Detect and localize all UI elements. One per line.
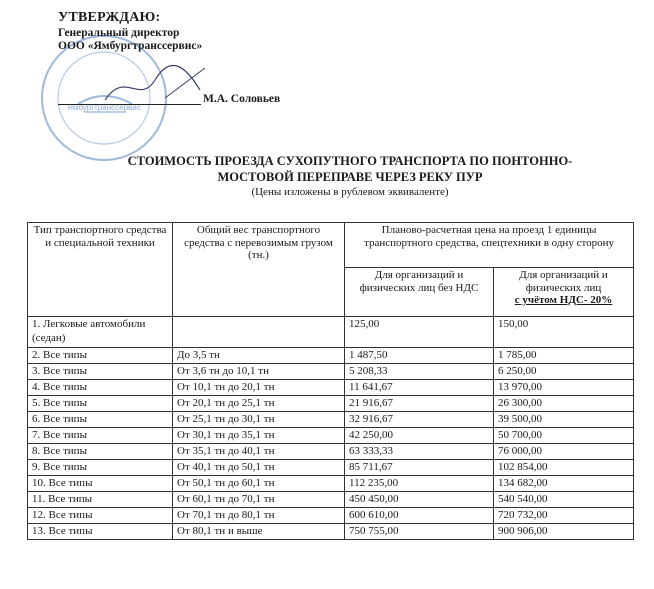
table-row [28, 317, 634, 348]
approval-position: Генеральный директор [58, 26, 180, 39]
cell-price-with-vat: 39 500,00 [494, 412, 634, 428]
cell-vehicle-type: 4. Все типы [28, 380, 173, 396]
title-line-2: МОСТОВОЙ ПЕРЕПРАВЕ ЧЕРЕЗ РЕКУ ПУР [217, 169, 483, 184]
cell-price-no-vat: 21 916,67 [345, 396, 494, 412]
cell-price-no-vat: 450 450,00 [345, 492, 494, 508]
cell-price-with-vat: 50 700,00 [494, 428, 634, 444]
stamp-text: Ямбургтранссервис [67, 103, 141, 112]
cell-price-no-vat: 5 208,33 [345, 364, 494, 380]
cell-vehicle-type: 12. Все типы [28, 508, 173, 524]
table-row [28, 524, 634, 540]
cell-vehicle-type: 6. Все типы [28, 412, 173, 428]
table-row [28, 348, 634, 364]
cell-price-with-vat: 1 785,00 [494, 348, 634, 364]
table-row [28, 364, 634, 380]
cell-weight: От 10,1 тн до 20,1 тн [173, 380, 345, 396]
title-line-1: СТОИМОСТЬ ПРОЕЗДА СУХОПУТНОГО ТРАНСПОРТА ПО ПОНТОННО- [127, 154, 573, 168]
cell-weight: От 50,1 тн до 60,1 тн [173, 476, 345, 492]
cell-vehicle-type: 1. Легковые автомобили (седан) [28, 317, 173, 348]
header-price-group: Планово-расчетная цена на проезд 1 единицы транспортного средства, спецтехники в одну сторону [345, 223, 634, 268]
cell-weight: От 25,1 тн до 30,1 тн [173, 412, 345, 428]
header-vat-prefix: Для организаций и физических лиц [519, 269, 608, 294]
cell-vehicle-type: 9. Все типы [28, 460, 173, 476]
table-row [28, 508, 634, 524]
header-price-no-vat: Для организаций и физических лиц без НДС [345, 268, 494, 317]
header-vehicle-type: Тип транспортного средства и специальной техники [28, 223, 173, 317]
cell-weight: До 3,5 тн [173, 348, 345, 364]
signature-line [58, 93, 280, 105]
approval-company: ООО «Ямбургтрансcервис» [58, 40, 203, 53]
cell-weight: От 30,1 тн до 35,1 тн [173, 428, 345, 444]
table-row [28, 476, 634, 492]
cell-price-no-vat: 63 333,33 [345, 444, 494, 460]
table-row [28, 492, 634, 508]
cell-vehicle-type: 7. Все типы [28, 428, 173, 444]
table-row [28, 444, 634, 460]
cell-vehicle-type: 3. Все типы [28, 364, 173, 380]
cell-price-no-vat: 1 487,50 [345, 348, 494, 364]
cell-price-no-vat: 32 916,67 [345, 412, 494, 428]
cell-price-no-vat: 11 641,67 [345, 380, 494, 396]
cell-vehicle-type: 8. Все типы [28, 444, 173, 460]
approval-block [58, 10, 202, 54]
cell-price-with-vat: 720 732,00 [494, 508, 634, 524]
header-vat-emphasis: с учётом НДС- 20% [514, 294, 613, 307]
cell-price-with-vat: 134 682,00 [494, 476, 634, 492]
cell-price-no-vat: 85 711,67 [345, 460, 494, 476]
header-total-weight: Общий вес транспортного средства с перевозимым грузом (тн.) [173, 223, 345, 317]
document-subtitle: (Цены изложены в рублевом эквиваленте) [251, 186, 449, 198]
cell-price-no-vat: 600 610,00 [345, 508, 494, 524]
approval-heading: УТВЕРЖДАЮ: [58, 10, 161, 25]
cell-price-no-vat: 42 250,00 [345, 428, 494, 444]
cell-price-no-vat: 112 235,00 [345, 476, 494, 492]
cell-vehicle-type: 5. Все типы [28, 396, 173, 412]
cell-vehicle-type: 13. Все типы [28, 524, 173, 540]
cell-weight: От 60,1 тн до 70,1 тн [173, 492, 345, 508]
cell-weight: От 70,1 тн до 80,1 тн [173, 508, 345, 524]
cell-price-with-vat: 102 854,00 [494, 460, 634, 476]
cell-price-with-vat: 900 906,00 [494, 524, 634, 540]
table-row [28, 396, 634, 412]
cell-price-no-vat: 750 755,00 [345, 524, 494, 540]
document-title [60, 154, 640, 185]
cell-weight: От 35,1 тн до 40,1 тн [173, 444, 345, 460]
signatory-name: М.А. Соловьев [203, 93, 281, 105]
table-row [28, 428, 634, 444]
cell-vehicle-type: 11. Все типы [28, 492, 173, 508]
price-table-body [28, 317, 634, 540]
table-row [28, 380, 634, 396]
table-row [28, 412, 634, 428]
cell-weight [173, 317, 345, 348]
cell-weight: От 20,1 тн до 25,1 тн [173, 396, 345, 412]
cell-vehicle-type: 10. Все типы [28, 476, 173, 492]
price-table [27, 222, 634, 540]
header-price-with-vat [494, 268, 634, 317]
cell-price-with-vat: 540 540,00 [494, 492, 634, 508]
cell-price-no-vat: 125,00 [345, 317, 494, 348]
cell-weight: От 80,1 тн и выше [173, 524, 345, 540]
cell-price-with-vat: 76 000,00 [494, 444, 634, 460]
table-row [28, 460, 634, 476]
cell-weight: От 40,1 тн до 50,1 тн [173, 460, 345, 476]
cell-price-with-vat: 26 300,00 [494, 396, 634, 412]
cell-price-with-vat: 6 250,00 [494, 364, 634, 380]
cell-price-with-vat: 150,00 [494, 317, 634, 348]
signature-underline [58, 104, 201, 105]
cell-weight: От 3,6 тн до 10,1 тн [173, 364, 345, 380]
cell-vehicle-type: 2. Все типы [28, 348, 173, 364]
cell-price-with-vat: 13 970,00 [494, 380, 634, 396]
